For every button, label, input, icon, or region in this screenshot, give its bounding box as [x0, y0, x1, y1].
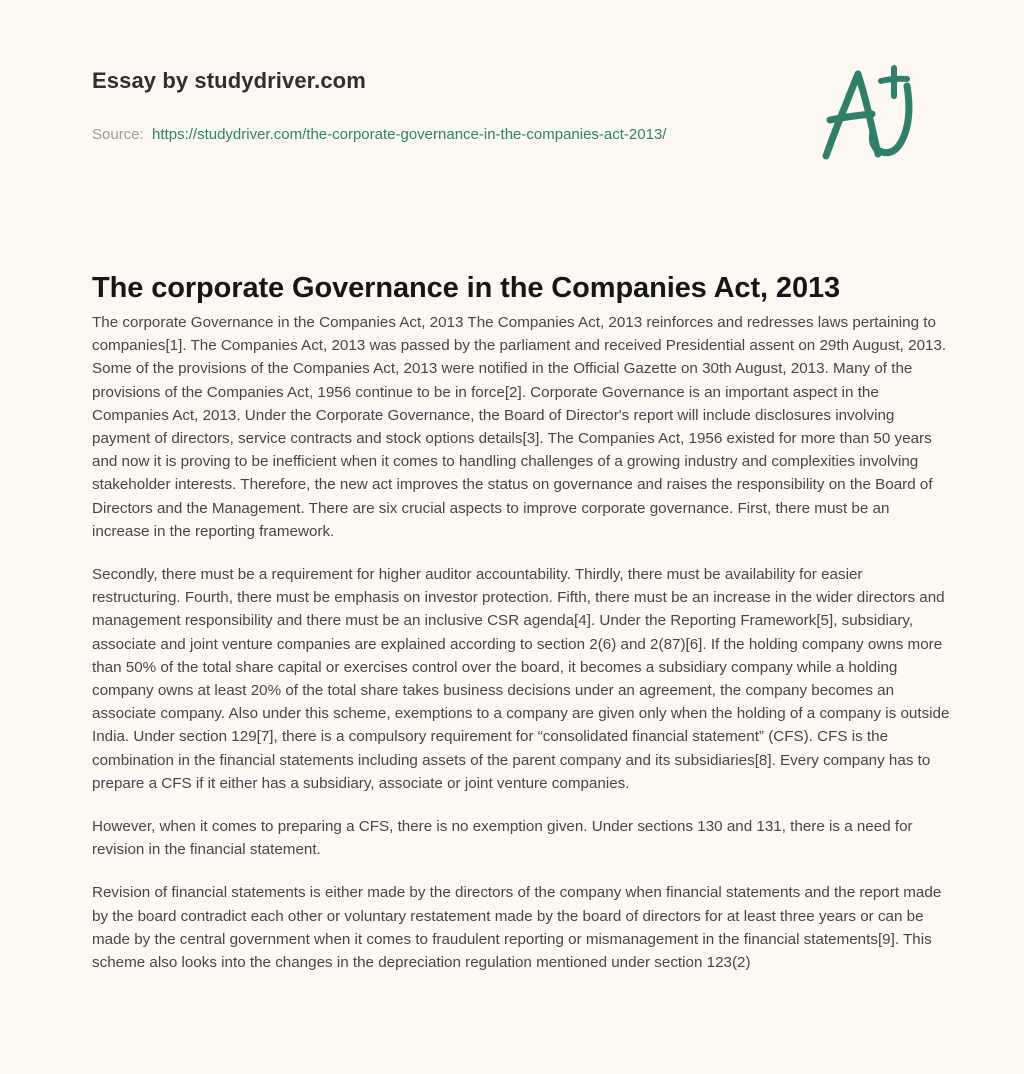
body-paragraph: However, when it comes to preparing a CFS, there is no exemption given. Under sections 130 and 131, there is a need for revision in the financial statement. — [92, 818, 913, 859]
page-header — [0, 0, 1024, 185]
essay-body — [92, 311, 950, 974]
source-line — [92, 126, 666, 143]
page-title: The corporate Governance in the Companies Act, 2013 — [92, 272, 841, 305]
source-url-link[interactable]: https://studydriver.com/the-corporate-governance-in-the-companies-act-2013/ — [152, 126, 667, 143]
body-paragraph: Secondly, there must be a requirement for higher auditor accountability. Thirdly, there must be availability for easier restructuring. Fourth, there must be emphasis on investor protection. Fifth, there must be an increase in the wider directors and management responsibility and there must be an inclusive CSR agenda[4]. Under the Reporting Framework[5], subsidiary, associate and joint venture companies are explained according to section 2(6) and 2(87)[6]. If the holding company owns more than 50% of the total share capital or exercises control over the board, it becomes a subsidiary company while a holding company owns at least 20% of the total share takes business decisions under an agreement, the company becomes an associate company. Also under this scheme, exemptions to a company are given only when the holding of a company is outside India. Under section 129[7], there is a compulsory requirement for “consolidated financial statement” (CFS). CFS is the combination in the financial statements including assets of the parent company and its subsidiaries[8]. Every company has to prepare a CFS if it either has a subsidiary, associate or joint venture companies. — [92, 566, 950, 792]
body-paragraph: The corporate Governance in the Companies Act, 2013 The Companies Act, 2013 reinforces and redresses laws pertaining to companies[1]. The Companies Act, 2013 was passed by the parliament and received Presidential assent on 29th August, 2013. Some of the provisions of the Companies Act, 2013 were notified in the Official Gazette on 30th August, 2013. Many of the provisions of the Companies Act, 1956 continue to be in force[2]. Corporate Governance is an important aspect in the Companies Act, 2013. Under the Corporate Governance, the Board of Director's report will include disclosures involving payment of directors, service contracts and stock options details[3]. The Companies Act, 1956 existed for more than 50 years and now it is proving to be inefficient when it comes to handling challenges of a growing industry and complexities involving stakeholder interests. Therefore, the new act improves the status on governance and raises the responsibility on the Board of Directors and the Management. There are six crucial aspects to improve corporate governance. First, there must be an increase in the reporting framework. — [92, 314, 947, 540]
brand-byline: Essay by studydriver.com — [92, 68, 366, 93]
a-plus-logo-icon — [806, 48, 930, 172]
body-paragraph: Revision of financial statements is either made by the directors of the company when financial statements and the report made by the board contradict each other or voluntary restatement made by the board of directors for at least three years or can be made by the central government when it comes to fraudulent reporting or mismanagement in the financial statements[9]. This scheme also looks into the changes in the depreciation regulation mentioned under section 123(2) — [92, 884, 942, 972]
source-label: Source: — [92, 126, 144, 143]
